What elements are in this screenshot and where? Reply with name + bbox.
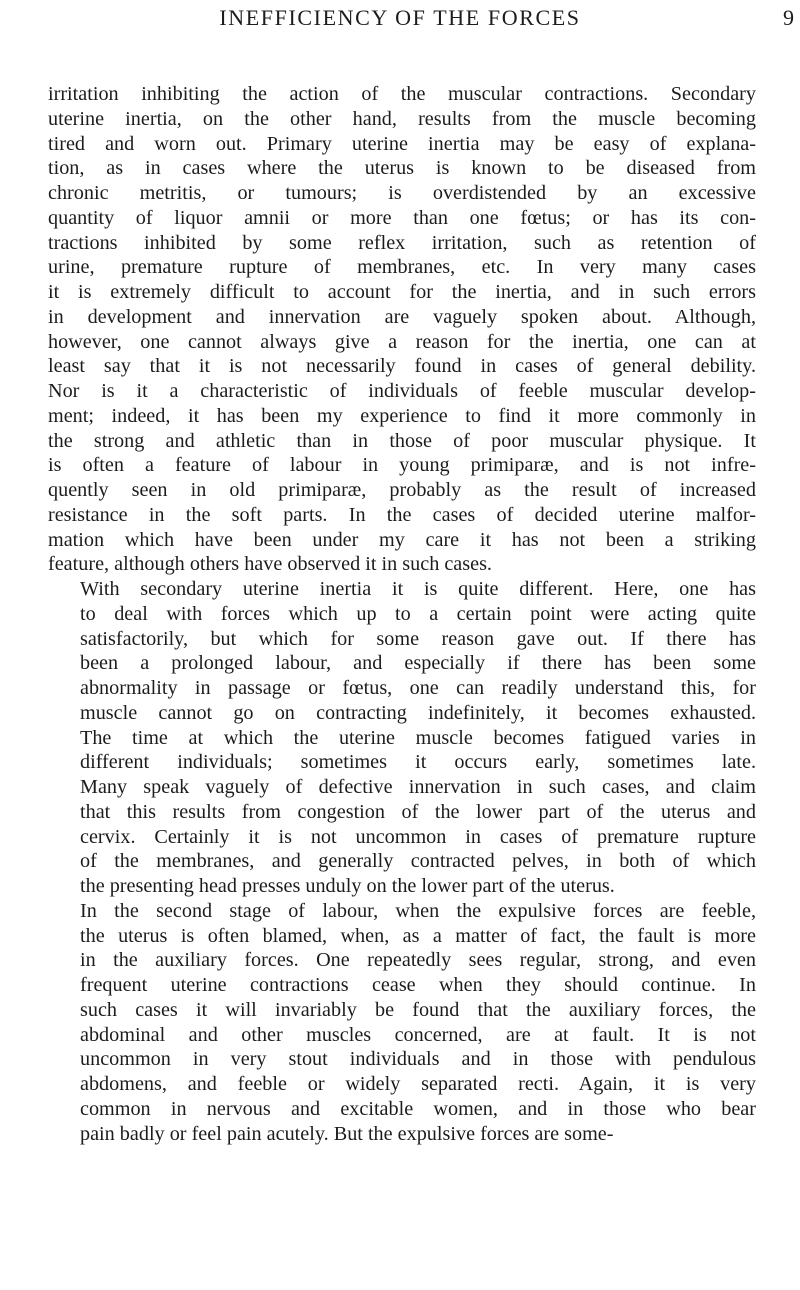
text-line: the presenting head presses unduly on the lower part of the uterus. <box>80 875 615 897</box>
text-line: The time at which the uterine muscle becomes fatigued varies in <box>80 726 756 749</box>
text-line: uncommon in very stout individuals and in those with pendulous <box>80 1048 756 1071</box>
paragraph <box>48 577 756 899</box>
text-line: irritation inhibiting the action of the muscular contractions. Secondary <box>48 83 756 105</box>
text-line: the uterus is often blamed, when, as a matter of fact, the fault is more <box>80 924 756 947</box>
paragraph <box>48 899 756 1147</box>
page-number: 9 <box>783 5 794 30</box>
text-line: resistance in the soft parts. In the cases of decided uterine malfor- <box>48 503 756 526</box>
text-line: been a prolonged labour, and especially if there has been some <box>80 652 756 675</box>
text-line: abnormality in passage or fœtus, one can readily understand this, for <box>80 677 756 699</box>
text-line: abdominal and other muscles concerned, are at fault. It is not <box>80 1023 756 1046</box>
text-line: tired and worn out. Primary uterine inertia may be easy of explana- <box>48 132 756 155</box>
text-line: With secondary uterine inertia it is quite different. Here, one has <box>80 578 756 600</box>
text-line: Nor is it a characteristic of individuals of feeble muscular develop- <box>48 380 756 402</box>
text-line: mation which have been under my care it has not been a striking <box>48 528 756 551</box>
text-line: of the membranes, and generally contracted pelves, in both of which <box>80 850 756 873</box>
text-line: quently seen in old primiparæ, probably as the result of increased <box>48 479 756 501</box>
text-line: such cases it will invariably be found that the auxiliary forces, the <box>80 998 756 1021</box>
text-line: tractions inhibited by some reflex irritation, such as retention of <box>48 231 756 254</box>
text-line: satisfactorily, but which for some reason gave out. If there has <box>80 627 756 650</box>
text-line: however, one cannot always give a reason for the inertia, one can at <box>48 330 756 353</box>
paragraph <box>48 82 756 577</box>
text-line: cervix. Certainly it is not uncommon in cases of premature rupture <box>80 825 756 848</box>
text-line: urine, premature rupture of membranes, etc. In very many cases <box>48 256 756 279</box>
text-line: that this results from congestion of the lower part of the uterus and <box>80 800 756 823</box>
text-line: to deal with forces which up to a certain point were acting quite <box>80 602 756 625</box>
text-line: common in nervous and excitable women, and in those who bear <box>80 1097 756 1120</box>
text-line: it is extremely difficult to account for the inertia, and in such errors <box>48 281 756 303</box>
text-line: least say that it is not necessarily found in cases of general debility. <box>48 355 756 378</box>
text-line: pain badly or feel pain acutely. But the expulsive forces are some- <box>80 1122 614 1145</box>
body-text <box>48 82 756 1146</box>
text-line: ment; indeed, it has been my experience to find it more commonly in <box>48 404 756 427</box>
text-line: different individuals; sometimes it occurs early, sometimes late. <box>80 751 756 774</box>
text-line: the strong and athletic than in those of poor muscular physique. It <box>48 429 756 452</box>
text-line: tion, as in cases where the uterus is known to be diseased from <box>48 157 756 180</box>
text-line: feature, although others have observed it in such cases. <box>48 553 492 576</box>
text-line: uterine inertia, on the other hand, results from the muscle becoming <box>48 107 756 130</box>
text-line: In the second stage of labour, when the expulsive forces are feeble, <box>80 899 756 922</box>
text-line: muscle cannot go on contracting indefinitely, it becomes exhausted. <box>80 701 756 724</box>
running-head <box>0 0 800 42</box>
text-line: in development and innervation are vaguely spoken about. Although, <box>48 305 756 328</box>
text-line: chronic metritis, or tumours; is overdistended by an excessive <box>48 182 756 204</box>
text-line: quantity of liquor amnii or more than one fœtus; or has its con- <box>48 206 756 229</box>
running-title: INEFFICIENCY OF THE FORCES <box>219 5 581 30</box>
text-line: in the auxiliary forces. One repeatedly sees regular, strong, and even <box>80 949 756 972</box>
text-line: frequent uterine contractions cease when they should continue. In <box>80 974 756 996</box>
text-line: is often a feature of labour in young primiparæ, and is not infre- <box>48 454 756 477</box>
text-line: abdomens, and feeble or widely separated recti. Again, it is very <box>80 1073 756 1095</box>
text-line: Many speak vaguely of defective innervation in such cases, and claim <box>80 776 756 798</box>
